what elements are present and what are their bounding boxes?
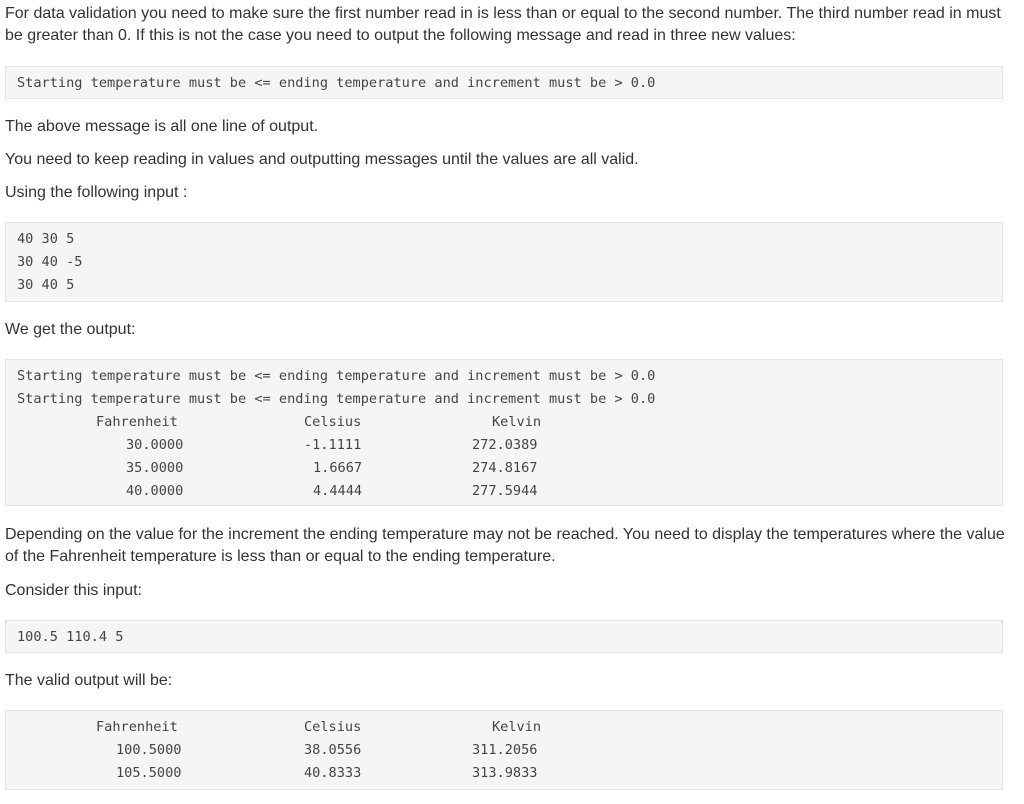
- input1-codeblock: [5, 222, 1003, 302]
- error-message-line: Starting temperature must be <= ending temperature and increment must be > 0.0: [17, 75, 656, 91]
- error-message-codeblock: [5, 66, 1003, 99]
- output1-row1-fahrenheit: 30.0000: [126, 437, 184, 453]
- input1-line-1: 40 30 5: [17, 231, 75, 247]
- output1-row2-kelvin: 274.8167: [472, 460, 538, 476]
- output2-row1-kelvin: 311.2056: [472, 742, 538, 758]
- output1-header-celsius: Celsius: [304, 414, 362, 430]
- output2-row2-celsius: 40.8333: [304, 765, 362, 781]
- increment-paragraph: Depending on the value for the increment the ending temperature may not be reached. You need to display the temperatures where the value of the Fahrenheit temperature is less than or equal to the ending temperature.: [5, 526, 1005, 565]
- output1-row2-celsius: 1.6667: [313, 460, 363, 476]
- input2-codeblock: [5, 620, 1003, 653]
- consider-input-label: Consider this input:: [5, 582, 142, 599]
- output2-row1-celsius: 38.0556: [304, 742, 362, 758]
- output1-header-kelvin: Kelvin: [492, 414, 542, 430]
- keep-reading-note: You need to keep reading in values and outputting messages until the values are all valid.: [5, 151, 639, 168]
- one-line-note: The above message is all one line of output.: [5, 118, 319, 135]
- output1-codeblock: [5, 359, 1003, 506]
- output2-codeblock: [5, 710, 1003, 790]
- intro-paragraph: For data validation you need to make sure the first number read in is less than or equal to the second number. The third number read in must be greater than 0. If this is not the case you need to output the following message and read in three new values:: [5, 5, 1001, 44]
- output1-header-fahrenheit: Fahrenheit: [96, 414, 178, 430]
- output1-row2-fahrenheit: 35.0000: [126, 460, 184, 476]
- output1-error-line-2: Starting temperature must be <= ending temperature and increment must be > 0.0: [17, 391, 656, 407]
- output2-row1-fahrenheit: 100.5000: [116, 742, 182, 758]
- output2-row2-fahrenheit: 105.5000: [116, 765, 182, 781]
- output1-row1-celsius: -1.1111: [304, 437, 362, 453]
- output2-row2-kelvin: 313.9833: [472, 765, 538, 781]
- output1-row3-celsius: 4.4444: [313, 483, 363, 499]
- output1-row1-kelvin: 272.0389: [472, 437, 538, 453]
- input1-line-3: 30 40 5: [17, 277, 75, 293]
- valid-output-label: The valid output will be:: [5, 672, 173, 689]
- output2-header-celsius: Celsius: [304, 719, 362, 735]
- output2-header-fahrenheit: Fahrenheit: [96, 719, 178, 735]
- output-label: We get the output:: [5, 321, 136, 338]
- output2-header-kelvin: Kelvin: [492, 719, 542, 735]
- output1-error-line-1: Starting temperature must be <= ending temperature and increment must be > 0.0: [17, 368, 656, 384]
- output1-row3-fahrenheit: 40.0000: [126, 483, 184, 499]
- using-input-label: Using the following input :: [5, 184, 188, 201]
- output1-row3-kelvin: 277.5944: [472, 483, 538, 499]
- input2-line: 100.5 110.4 5: [17, 629, 124, 645]
- input1-line-2: 30 40 -5: [17, 254, 83, 270]
